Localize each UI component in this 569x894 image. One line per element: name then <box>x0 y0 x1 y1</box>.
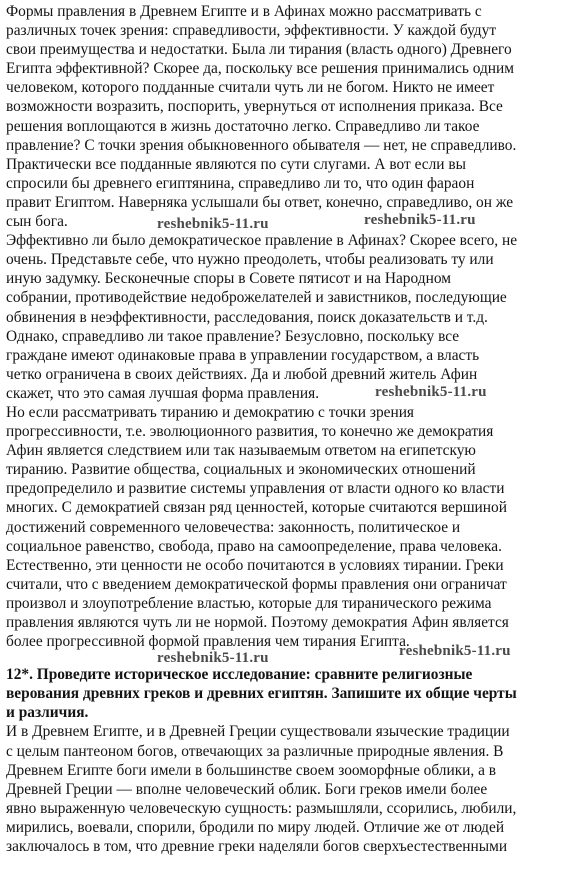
text-line: Естественно, эти ценности не особо почитаются в условиях тирании. Греки <box>6 556 504 574</box>
text-line: спросили бы древнего египтянина, справедливо ли то, что один фараон <box>6 174 475 192</box>
text-line: социальное равенство, свобода, право на самоопределение, права человека. <box>6 537 502 555</box>
text-line: заключалось в том, что древние греки наделяли богов сверхъестественными <box>6 838 508 856</box>
task-heading <box>6 665 562 722</box>
text-line: Древнем Египте боги имели в большинстве своем зооморфные облики, а в <box>6 761 497 779</box>
text-line: Формы правления в Древнем Египте и в Афинах можно рассматривать с <box>6 3 482 20</box>
text-line: правления являются чуть ли не нормой. Поэтому демократия Афин является <box>6 614 509 631</box>
text-line: свои преимущества и недостатки. Была ли тирания (власть одного) Древнего <box>6 41 512 59</box>
text-line: собрании, противодействие недоброжелателей и завистников, последующие <box>6 289 507 307</box>
text-line: Древней Греции — вполне человеческий облик. Боги греков имели более <box>6 780 488 798</box>
text-line: иную задумку. Бесконечные споры в Совете пятисот и на Народном <box>6 270 451 288</box>
text-line: Египта эффективной? Скорее да, поскольку все решения принимались одним <box>6 60 515 78</box>
essay-text <box>6 2 562 651</box>
text-line: достижений современного человечества: законность, политическое и <box>6 518 461 536</box>
document-page <box>6 2 562 856</box>
text-line: тиранию. Развитие общества, социальных и экономических отношений <box>6 461 476 479</box>
text-line: очень. Представьте себе, что нужно преодолеть, чтобы реализовать ту или <box>6 251 494 269</box>
heading-line: и различия. <box>6 704 89 722</box>
text-line: человеком, которого подданные считали чуть ли не богом. Никто не имеет <box>6 79 495 97</box>
text-line: Но если рассматривать тиранию и демократию с точки зрения <box>6 403 415 421</box>
text-line: различных точек зрения: справедливости, эффективности. У каждой будут <box>6 22 497 40</box>
heading-line: верования древних греков и древних египтян. Запишите их общие черты <box>6 685 517 703</box>
text-line: четко ограничена в своих действиях. Да и любой древний житель Афин <box>6 365 478 383</box>
text-line: правит Египтом. Наверняка услышали бы ответ, конечно, справедливо, он же <box>6 193 514 211</box>
watermark: reshebnik5-11.ru <box>364 212 476 228</box>
text-line: произвол и злоупотребление властью, которые для тиранического режима <box>6 594 492 612</box>
text-line: Эффективно ли было демократическое правление в Афинах? Скорее всего, не <box>6 232 518 250</box>
heading-line: 12*. Проведите историческое исследование: сравните религиозные <box>6 666 473 684</box>
text-line: считали, что с введением демократической формы правления они ограничат <box>6 575 507 593</box>
text-line: обвинения в неэффективности, расследования, поиск доказательств и т.д. <box>6 308 488 326</box>
watermark: reshebnik5-11.ru <box>399 643 511 659</box>
answer-text <box>6 722 562 856</box>
text-line: Практически все подданные являются по сути слугами. А вот если вы <box>6 155 466 173</box>
text-line: многих. С демократией связан ряд ценностей, которые считаются вершиной <box>6 499 507 517</box>
text-line: скажет, что это самая лучшая форма правления. <box>6 384 320 402</box>
text-line: более прогрессивной формой правления чем тирания Египта. <box>6 633 410 651</box>
text-line: возможности возразить, поспорить, увернуться от исполнения приказа. Все <box>6 98 503 116</box>
text-line: правление? С точки зрения обыкновенного обывателя — нет, не справедливо. <box>6 136 517 154</box>
text-line: сын бога. <box>6 213 68 231</box>
text-line: решения воплощаются в жизнь достаточно легко. Справедливо ли такое <box>6 117 480 135</box>
text-line: прогрессивности, т.е. эволюционного развития, то конечно же демократия <box>6 423 494 441</box>
text-line: явно выраженную человеческую сущность: размышляли, ссорились, любили, <box>6 799 517 817</box>
text-line: Афин является следствием или так называемым ответом на египетскую <box>6 442 476 460</box>
text-line: с целым пантеоном богов, отвечающих за различные природные явления. В <box>6 742 504 760</box>
text-line: граждане имеют одинаковые права в управлении государством, а власть <box>6 346 480 364</box>
text-line: мирились, воевали, спорили, бродили по миру людей. Отличие же от людей <box>6 818 505 836</box>
text-line: предопределило и развитие системы управления от власти одного ко власти <box>6 480 505 498</box>
text-line: И в Древнем Египте, и в Древней Греции существовали языческие традиции <box>6 723 510 741</box>
watermark: reshebnik5-11.ru <box>157 216 269 232</box>
watermark: reshebnik5-11.ru <box>157 650 269 666</box>
text-line: Однако, справедливо ли такое правление? Безусловно, поскольку все <box>6 327 460 345</box>
watermark: reshebnik5-11.ru <box>375 384 487 400</box>
